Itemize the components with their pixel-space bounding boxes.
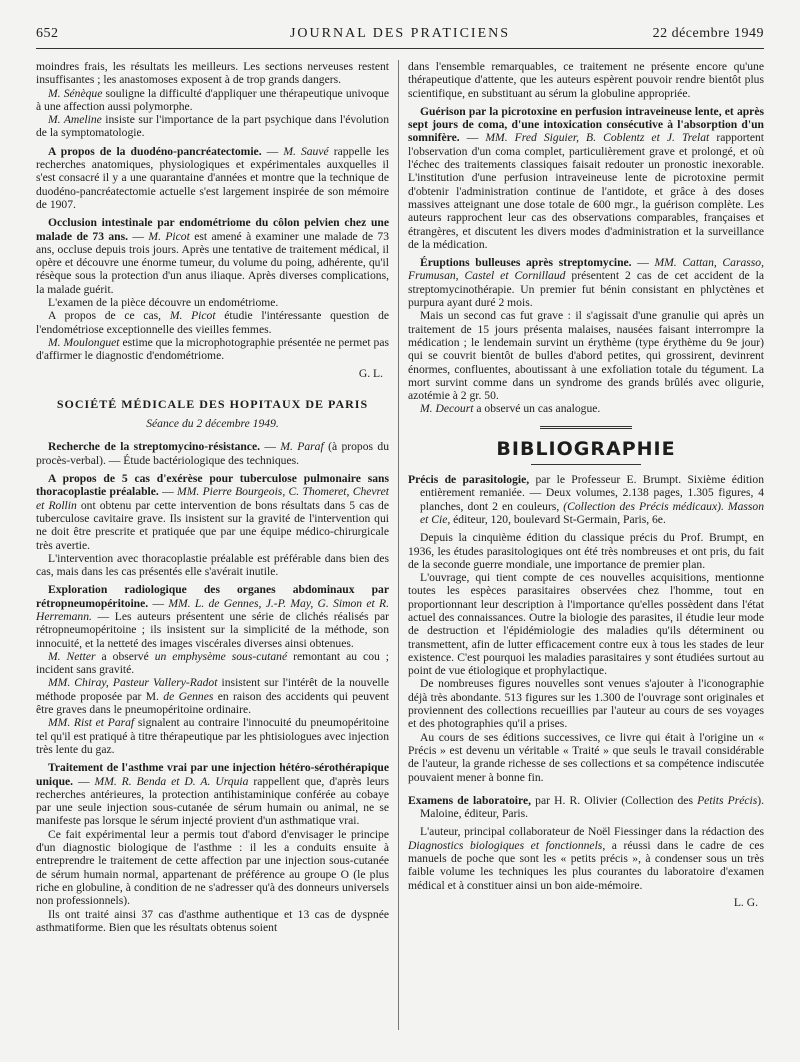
header-rule xyxy=(36,48,764,49)
section-picrotoxine: Guérison par la picrotoxine en perfusion intraveineuse lente, et après sept jours de coma, d'une intoxication consécutive à l'absorption d'un somnifère. — MM. Fred Siguier, B. Coblentz et J. Trelat rapportent l'observation d'un coma complet, particulièrement grave et prolongé, et où l'échec des traitements classiques faisait redouter un pronostic inexorable. L'institution d'une perfusion intraveineuse lente de picrotoxine permit d'obtenir l'administration continue de l'antidote, et grâce à des doses massives atteignant une dose totale de 600 mgr., la guérison complète. Les auteurs rapprochent leur cas des observations comparables, françaises et étrangères, et discutent les divers modes d'administration et la surveillance de la médication. xyxy=(408,104,764,251)
section-exerese: A propos de 5 cas d'exérèse pour tuberculose pulmonaire sans thoracoplastie préalable. — MM. Pierre Bourgeois, C. Thomeret, Chevret et Rollin ont obtenu par cette intervention de bons résultats dans 5 cas de tuberculose cavitaire grave. Ils insistent sur la gravité de l'intervention qui ne doit être prescrite et pratiquée que par une équipe médico-chirurgicale très avertie. xyxy=(36,472,389,552)
paragraph: De nombreuses figures nouvelles sont venues s'ajouter à l'iconographie déjà très abondante. 513 figures sur les 1.300 de l'ouvrage sont originales et proviennent des collections recueillies par l'auteur au cours de ses voyages et des photographies qu'il a prises. xyxy=(408,677,764,731)
society-heading: SOCIÉTÉ MÉDICALE DES HOPITAUX DE PARIS xyxy=(56,396,369,411)
bibliography-title: BIBLIOGRAPHIE xyxy=(496,437,676,460)
paragraph: L'examen de la pièce découvre un endométriome. xyxy=(48,296,279,310)
section-retropneumo: Exploration radiologique des organes abdominaux par rétropneumopéritoine. — MM. L. de Gennes, J.-P. May, G. Simon et R. Herremann. — Les auteurs présentent une série de clichés réalisés par rétropneumopéritoine ; ils insistent sur la simplicité de la méthode, son innocuité, et la netteté des images viscérales diverses ainsi obtenues. xyxy=(36,583,389,650)
right-column xyxy=(408,60,764,1055)
paragraph: Ce fait expérimental leur a permis tout d'abord d'envisager le principe d'un diagnostic biologique de l'asthme : il les a conduits ensuite à entreprendre le traitement de cette affection par une injection sous-cutanée de sérum humain normal, appartenant de préférence au groupe O (le plus riche en globuline, à condition de ne s'adresser qu'à des donneurs universels non professionnels). xyxy=(36,827,389,908)
section-asthme: Traitement de l'asthme vrai par une injection hétéro-sérothérapique unique. — MM. R. Benda et D. A. Urquia rappellent que, d'après leurs recherches antérieures, la protection antihistaminique conférée au cobaye par une seule injection sous-cutanée de sérum humain ou animal, ne se manifeste pas lorsque le sérum injecté provient d'un asthmatique vrai. xyxy=(36,761,389,828)
paragraph: A propos de ce cas, M. Picot étudie l'intéressante question de l'endométriose exceptionnelle des vieilles femmes. xyxy=(36,309,389,336)
paragraph: Depuis la cinquième édition du classique précis du Prof. Brumpt, en 1936, les études parasitologiques ont été très nombreuses et ont pris, du fait de la seconde guerre mondiale, une importance de premier plan. xyxy=(408,531,764,571)
left-column xyxy=(36,60,389,1055)
section-eruptions: Éruptions bulleuses après streptomycine. — MM. Cattan, Carasso, Frumusan, Castel et Cornillaud présentent 2 cas de cet accident de la streptomycinothérapie. Un premier fut bénin consistant en phlyctènes et purpura ayant duré 2 mois. xyxy=(408,256,764,310)
paragraph: Ils ont traité ainsi 37 cas d'asthme authentique et 13 cas de dyspnée asthmatiforme. Bien que les résultats obtenus soient xyxy=(36,907,389,934)
book-entry-laboratoire: Examens de laboratoire, par H. R. Olivier (Collection des Petits Précis). Maloine, éditeur, Paris. xyxy=(408,793,764,821)
issue-date: 22 décembre 1949 xyxy=(652,26,764,41)
paragraph: moindres frais, les résultats les meilleurs. Les sections nerveuses restent insuffisantes ; les anastomoses exposent à de trop grands dangers. xyxy=(36,60,389,87)
paragraph: dans l'ensemble remarquables, ce traitement ne présente encore qu'une thérapeutique d'attente, que les auteurs espèrent pouvoir rendre bientôt plus scientifique, en substituant au sérum la globuline appropriée. xyxy=(408,60,764,100)
page-header xyxy=(36,22,764,48)
bibliography-header xyxy=(408,426,764,465)
section-streptomycino: Recherche de la streptomycino-résistance. — M. Paraf (à propos du procès-verbal). — Étude bactériologique des techniques. xyxy=(36,440,389,467)
paragraph: M. Sénèque souligne la difficulté d'appliquer une thérapeutique univoque à une affection aussi polymorphe. xyxy=(36,86,389,113)
paragraph: Mais un second cas fut grave : il s'agissait d'une granulie qui après un traitement de 15 jours présenta malaises, nausées faisant interrompre la médication ; le lendemain survint un érythème (type érythème du 9e jour) qui se couvrit bientôt de bulles d'abord petites, qui grossirent, devinrent énormes, confluentes, aboutissant à une exfoliation totale du tégument. La mort survint comme dans un syndrome des grands brûlés avec oligurie, azotémie à 2 gr. 50. xyxy=(408,309,764,403)
paragraph: L'ouvrage, qui tient compte de ces nouvelles acquisitions, mentionne toutes les espèces parasitaires observées chez l'homme, tout en proportionnant leur description à l'importance qu'elles possèdent dans l'état actuel des connaissances. Outre la biologie des parasites, il étudie leur mode de destruction et l'épidémiologie des maladies qu'ils déterminent ou transmettent, afin de lutter efficacement contre eux à tous les stades de leur existence. C'est pourquoi les maladies parasitaires y sont étudiées surtout au point de vue étiologique et prophylactique. xyxy=(408,571,764,678)
paragraph: MM. Chiray, Pasteur Vallery-Radot insistent sur l'intérêt de la nouvelle méthode proposée par M. de Gennes en raison des accidents qui peuvent être graves dans le pneumopéritoine ordinaire. xyxy=(36,676,389,717)
section-duodeno: A propos de la duodéno-pancréatectomie. — M. Sauvé rappelle les recherches anatomiques, physiologiques et expérimentales auxquelles il s'est consacré il y a une quarantaine d'années et montre que la technique de duodéno-pancréatectomie actuelle s'est largement inspirée de son mémoire de 1907. xyxy=(36,144,389,211)
session-date: Séance du 2 décembre 1949. xyxy=(146,417,279,431)
paragraph: M. Moulonguet estime que la microphotographie présentée ne permet pas d'affirmer le diagnostic d'endométriome. xyxy=(36,335,389,363)
paragraph: M. Ameline insiste sur l'importance de la part psychique dans l'évolution de la symptomatologie. xyxy=(36,113,389,140)
double-rule xyxy=(540,426,632,429)
journal-title: JOURNAL DES PRATICIENS xyxy=(289,26,511,41)
column-divider xyxy=(398,60,399,1030)
signature-initials: G. L. xyxy=(358,366,383,380)
page-number: 652 xyxy=(36,26,59,41)
paragraph: L'intervention avec thoracoplastie préalable est préférable dans bien des cas, mais dans les cas présentés elle s'avérait inutile. xyxy=(36,551,389,579)
paragraph: MM. Rist et Paraf signalent au contraire l'innocuité du pneumopéritoine tel qu'il est pratiqué à titre thérapeutique par les phtisiologues avec injection très lente du gaz. xyxy=(36,716,389,756)
section-occlusion: Occlusion intestinale par endométriome du côlon pelvien chez une malade de 73 ans. — M. Picot est amené à examiner une malade de 73 ans, occluse depuis trois jours. Après une tentative de traitement médical, il opère et découvre une énorme tumeur, du volume du poing, adhérente, qu'il résèque sous la protection d'un anus iliaque. Après diverses complications, la malade guérit. xyxy=(36,216,389,296)
paragraph: M. Netter a observé un emphysème sous-cutané remontant au cou ; incident sans gravité. xyxy=(36,649,389,677)
book-entry-parasitologie: Précis de parasitologie, par le Professeur E. Brumpt. Sixième édition entièrement remaniée. — Deux volumes, 2.138 pages, 1.305 figures, 4 planches, dont 2 en couleurs, (Collection des Précis médicaux). Masson et Cie, éditeur, 120, boulevard St-Germain, Paris, 6e. xyxy=(408,473,764,526)
short-rule xyxy=(531,464,641,465)
signature-initials: L. G. xyxy=(733,895,758,909)
paragraph: L'auteur, principal collaborateur de Noël Fiessinger dans la rédaction des Diagnostics biologiques et fonctionnels, a réussi dans le cadre de ces manuels de poche que sont les « petits précis », à condenser sous un très faible volume les techniques les plus courantes du laboratoire d'examen médical et à constituer ainsi un bon aide-mémoire. xyxy=(408,825,764,892)
paragraph: Au cours de ses éditions successives, ce livre qui était à l'origine un « Précis » est devenu un véritable « Traité » que seuls le travail considérable de l'auteur, la grande richesse de ses collections et sa compétence indiscutée pouvaient mener à bonne fin. xyxy=(408,730,764,784)
paragraph: M. Decourt a observé un cas analogue. xyxy=(420,402,601,416)
